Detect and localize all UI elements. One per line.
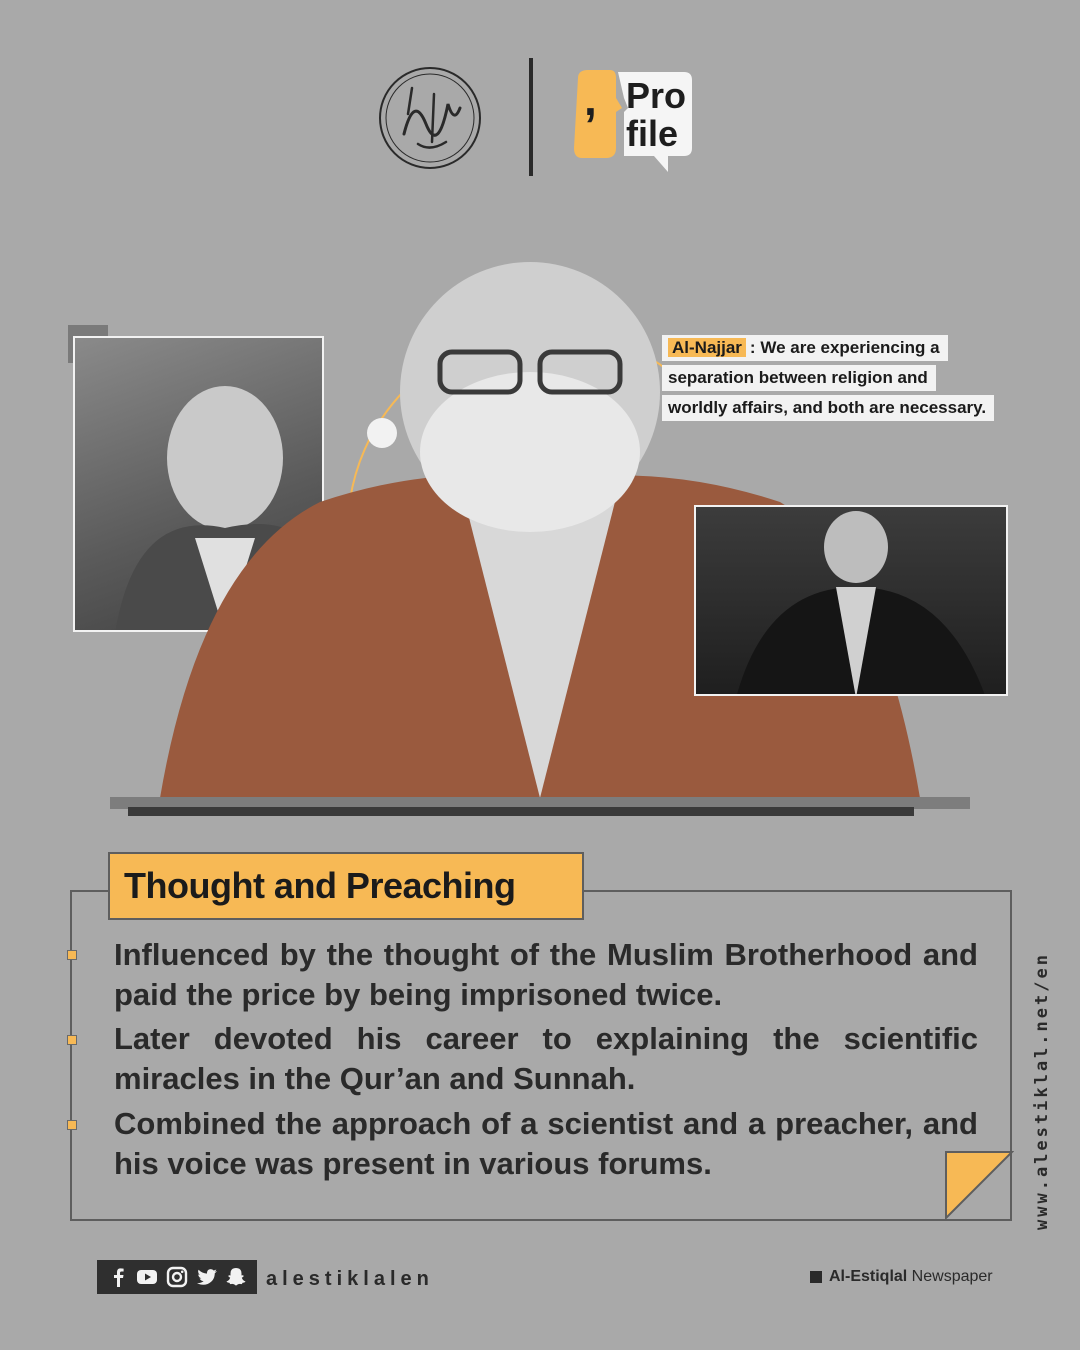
point-1-text: Influenced by the thought of the Muslim Brotherhood and paid the price by being imprisoned twice. xyxy=(114,937,978,1012)
section-title: Thought and Preaching xyxy=(108,852,584,920)
quote-line-3 xyxy=(662,395,994,421)
instagram-icon[interactable] xyxy=(166,1266,188,1288)
ground-line-shadow xyxy=(128,807,914,816)
profile-comma: , xyxy=(584,73,597,125)
quote-separator: : xyxy=(749,338,756,357)
quote-speaker: Al-Najjar xyxy=(668,338,746,357)
quote-text-3: worldly affairs, and both are necessary. xyxy=(668,398,987,417)
point-3-text: Combined the approach of a scientist and a preacher, and his voice was present in various forums. xyxy=(114,1106,978,1181)
point-2-text: Later devoted his career to explaining the scientific miracles in the Qur’an and Sunnah. xyxy=(114,1021,978,1096)
profile-word-file: file xyxy=(626,113,679,154)
bullet-marker xyxy=(67,950,77,960)
page-corner-fold xyxy=(944,1150,1014,1220)
quote-line-2 xyxy=(662,365,936,391)
snapchat-icon[interactable] xyxy=(225,1266,247,1288)
newspaper-name-bold: Al-Estiqlal xyxy=(829,1268,908,1285)
social-icons-bar xyxy=(97,1260,257,1294)
newspaper-marker-square xyxy=(810,1271,822,1283)
website-url[interactable]: www.alestiklal.net/en xyxy=(1032,952,1052,1230)
quote-text-2: separation between religion and xyxy=(668,368,928,387)
al-estiqlal-seal-logo xyxy=(374,64,486,172)
newspaper-name-rest: Newspaper xyxy=(907,1268,993,1285)
social-handle[interactable]: alestiklalen xyxy=(266,1268,434,1290)
header-divider xyxy=(529,58,533,176)
lecture-photo-right xyxy=(694,505,1008,696)
bullet-marker xyxy=(67,1035,77,1045)
facebook-icon[interactable] xyxy=(107,1266,129,1288)
twitter-icon[interactable] xyxy=(196,1266,218,1288)
bullet-marker xyxy=(67,1120,77,1130)
newspaper-name xyxy=(829,1268,993,1286)
quote-text-1: We are experiencing a xyxy=(760,338,940,357)
profile-word-pro: Pro xyxy=(626,75,687,116)
profile-logo xyxy=(570,68,694,174)
quote-line-1 xyxy=(662,335,948,361)
youtube-icon[interactable] xyxy=(136,1266,158,1288)
